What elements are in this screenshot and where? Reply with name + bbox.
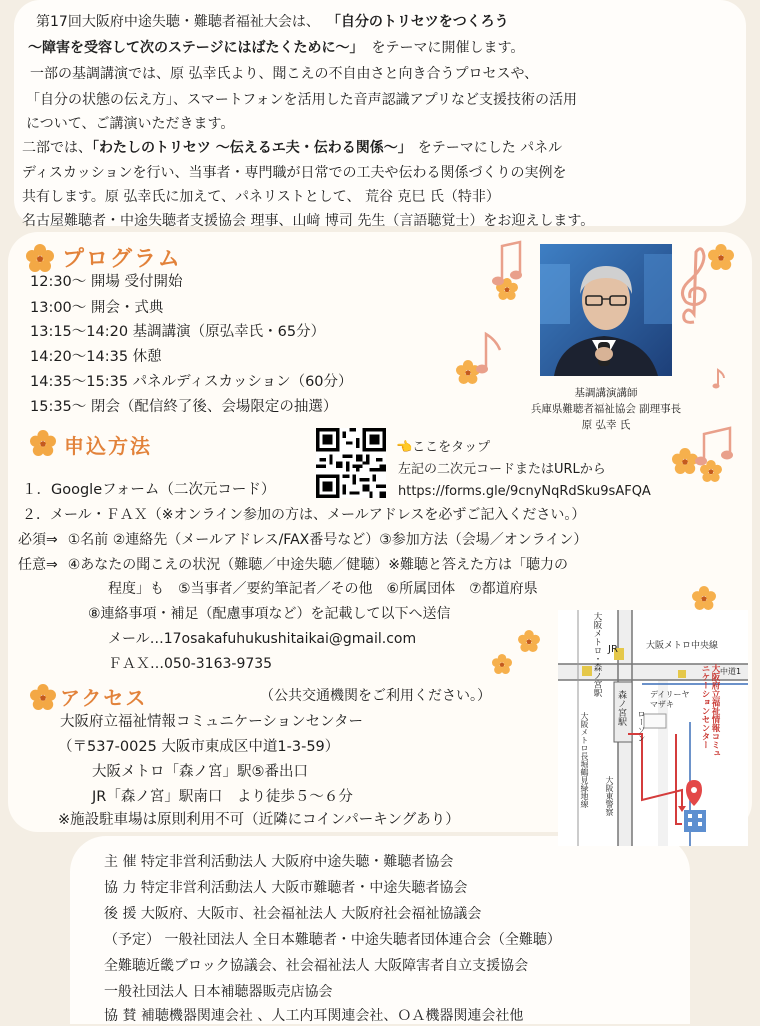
program-item: 14:35〜15:35 パネルディスカッション（60分） [30,374,353,390]
qr-code[interactable] [316,428,386,498]
flower-icon [492,654,512,674]
program-item: 13:00〜 開会・式典 [30,300,164,316]
treble-clef-icon [674,244,714,328]
map-label-jr-line: 大阪メトロ・森ノ宮駅 [592,612,602,697]
map-label-jr: JR [608,644,618,655]
speaker-photo [540,244,672,376]
required-row [18,530,587,550]
support-line: 後 援 大阪府、大阪市、社会福祉法人 大阪府社会福祉協議会 [104,906,482,922]
music-note-icon [474,330,504,376]
intro-line-9: 名古屋難聴者・中途失聴者支援協会 理事、山﨑 博司 先生（言語聴覚士）をお迎えします。 [22,213,595,229]
intro-theme-sub: 〜障害を受容して次のステージにはばたくために〜」 [28,40,364,56]
map-label-police: 大阪東警察 [605,776,614,816]
intro-theme-2: 「わたしのトリセツ 〜伝えるエ夫・伝わる関係〜」 [92,140,412,156]
program-item: 12:30〜 開場 受付開始 [30,274,183,290]
intro-text: をテーマにした パネル [417,140,563,156]
map-label-center: 大阪府立福祉情報コミュニケーションセンター [700,664,720,758]
intro-text: 二部では、 [22,140,92,156]
intro-line-3: 一部の基調講演では、原 弘幸氏より、聞こえの不自由さと向き合うプロセスや、 [30,66,539,82]
program-heading: プログラム [62,247,182,272]
intro-line-1 [36,12,509,32]
flower-icon [30,430,56,456]
intro-line-6 [22,138,562,158]
cooperation-line: 協 力 特定非営利活動法人 大阪市難聴者・中途失聴者協会 [104,880,468,896]
map-label-metro-chuo: 大阪メトロ中央線 [646,641,719,651]
speaker-caption-2: 兵庫県難聴者福祉協会 副理事長 [530,403,682,415]
required-label: 必須⇒ [18,532,58,548]
map-label-chuo: 中道1 [720,667,742,676]
map-label-lawson: ローソン [637,710,646,742]
sponsor-line: 協 賛 補聴機器関連会社 、人工内耳関連会社、ＯＡ機器関連会社他 [104,1008,524,1024]
tap-here-label: 👈ここをタップ [396,440,491,455]
flower-icon [30,684,56,710]
qr-note: 左記の二次元コードまたはURLから [398,462,606,477]
apply-heading: 申込方法 [64,434,152,458]
support-line-3: 全難聴近畿ブロック協議会、社会福祉法人 大阪障害者自立支援協会 [104,958,529,974]
parking-note: ※施設駐車場は原則利用不可（近隣にコインパーキングあり） [58,812,460,828]
venue-address: （〒537-0025 大阪市東成区中道1-3-59） [58,739,340,755]
flower-icon [26,244,54,272]
program-item: 15:35〜 閉会（配信終了後、会場限定の抽選） [30,399,338,415]
map-label-morinomiya: 森ノ宮駅 [616,690,626,726]
optional-items: ④あなたの聞こえの状況（難聴／中途失聴／健聴）※難聴と答えた方は「聴力の [67,557,569,573]
map-label-dairy: デイリーヤマザキ [650,690,690,709]
host-line: 主 催 特定非営利活動法人 大阪府中途失聴・難聴者協会 [104,854,454,870]
apply-method-2: ２．メール・ＦＡＸ（※オンライン参加の方は、メールアドレスを必ずご記入ください。） [22,507,586,523]
access-note: （公共交通機関をご利用ください。） [260,688,491,704]
form-url-link[interactable]: https://forms.gle/9cnyNqRdSku9sAFQA [398,484,651,499]
optional-label: 任意⇒ [18,557,58,573]
program-item: 14:20〜14:35 休憩 [30,349,162,365]
access-heading: アクセス [60,686,148,710]
intro-line-4: 「自分の状態の伝え方」、スマートフォンを活用した音声認識アプリなど支援技術の活用 [26,92,578,108]
flower-icon [518,630,540,652]
music-note-icon [694,424,738,468]
email-address[interactable]: メール…17osakafuhukushitaikai@gmail.com [108,631,417,647]
optional-row-2: 程度」も ⑤当事者／要約筆記者／その他 ⑥所属団体 ⑦都道府県 [108,581,538,597]
support-line-4: 一般社団法人 日本補聴器販売店協会 [104,984,333,1000]
map-label-nagahori: 大阪メトロ長堀鶴見緑地線 [580,712,589,808]
optional-row [18,555,568,575]
intro-theme: 「自分のトリセツをつくろう [333,14,509,30]
speaker-caption-1: 基調講演講師 [574,387,638,399]
intro-text: をテーマに開催します。 [371,40,525,56]
intro-line-5: について、ご講演いただきます。 [26,116,235,132]
required-items: ①名前 ②連絡先（メールアドレス/FAX番号など）③参加方法（会場／オンライン） [67,532,588,548]
program-item: 13:15〜14:20 基調講演（原弘幸氏・65分） [30,324,326,340]
venue-name: 大阪府立福祉情報コミュニケーションセンター [60,714,364,730]
speaker-caption-3: 原 弘幸 氏 [581,419,631,431]
intro-line-7: ディスカッションを行い、当事者・専門職が日常での工夫や伝わる関係づくりの実例を [22,165,567,181]
route-jr: JR「森ノ宮」駅南口 より徒歩５〜６分 [92,789,353,805]
route-metro: 大阪メトロ「森ノ宮」駅⑤番出口 [92,764,308,780]
apply-method-1: １．Googleフォーム（二次元コード） [22,482,276,498]
support-line-2: （予定） 一般社団法人 全日本難聴者・中途失聴者団体連合会（全難聴） [104,932,561,948]
fax-number: ＦＡＸ…050-3163-9735 [108,656,273,672]
intro-text: 第17回大阪府中途失聴・難聴者福祉大会は、 [36,14,320,30]
music-note-icon [712,368,728,390]
flower-icon [692,586,716,610]
intro-line-8: 共有します。原 弘幸氏に加えて、パネリストとして、 荒谷 克巳 氏（特非） [22,189,500,205]
optional-row-3: ⑧連絡事項・補足（配慮事項など）を記載して以下へ送信 [88,606,451,622]
music-note-icon [492,240,526,290]
intro-line-2 [28,38,524,58]
